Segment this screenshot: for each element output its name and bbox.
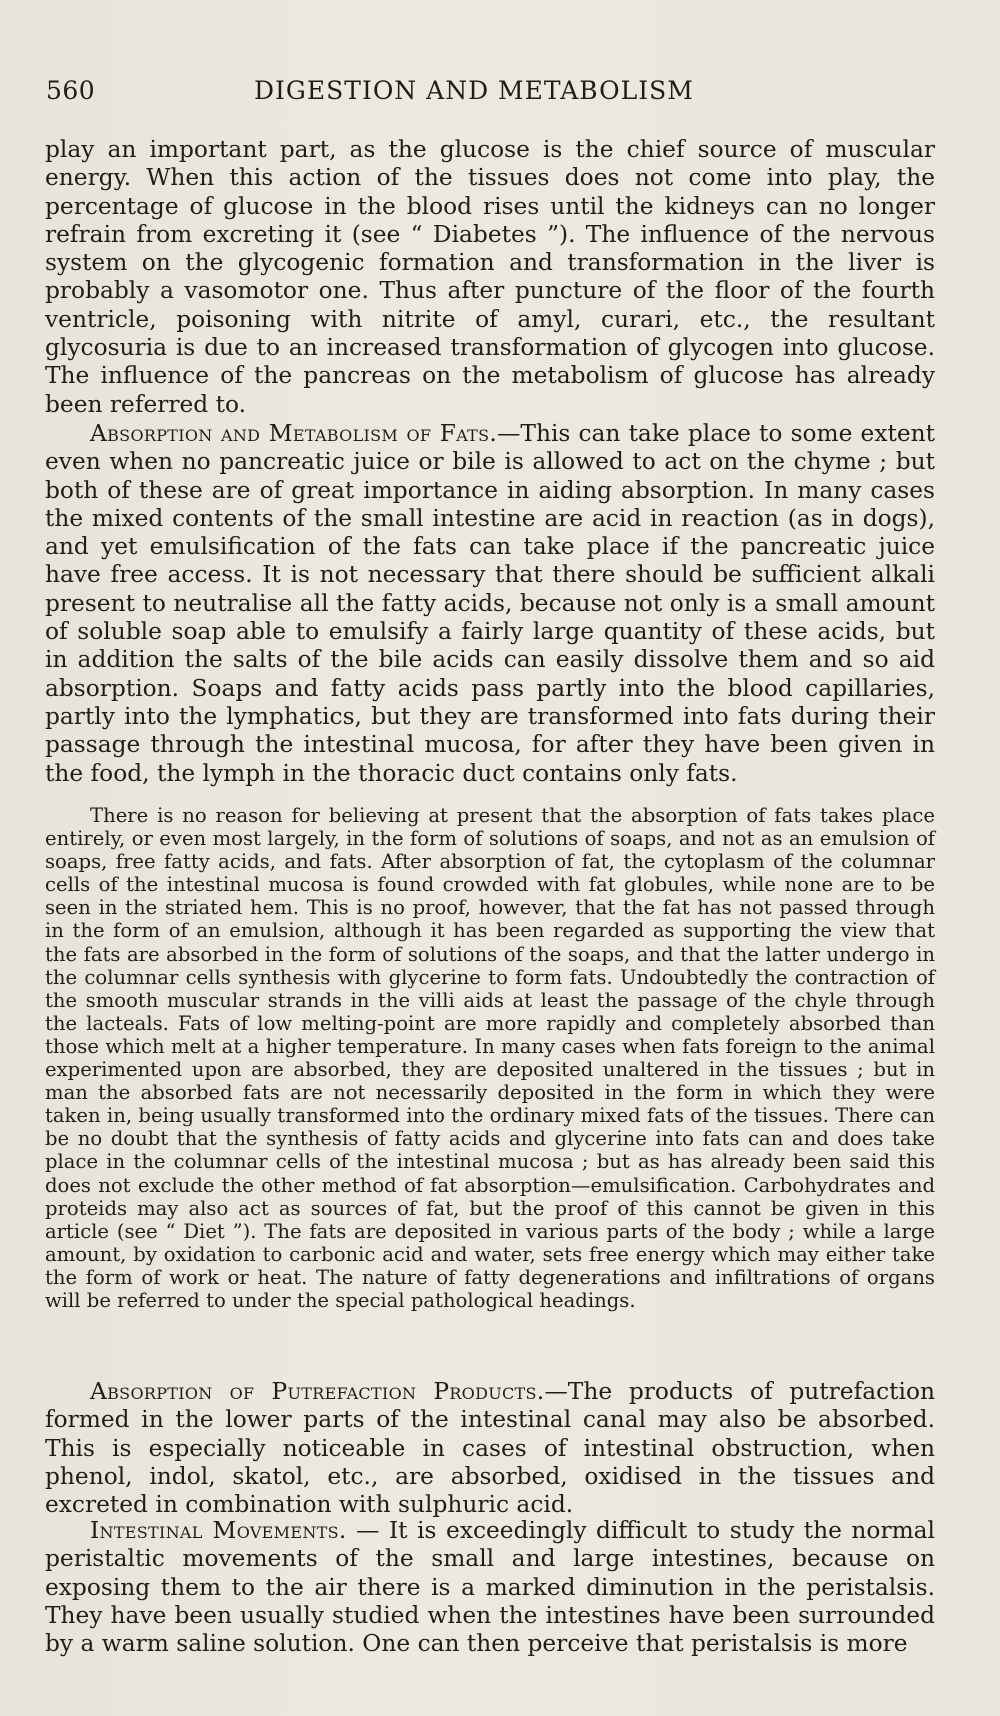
- section-heading-fats: Absorption and Metabolism of Fats.: [90, 420, 498, 447]
- running-title: DIGESTION AND METABOLISM: [254, 76, 694, 105]
- paragraph-text: —This can take place to some extent even when no pancreatic juice or bile is allowed to act on the chyme ; but both of these are of great importance in aiding absorption. In many cases the mixed contents of the small intestine are acid in reaction (as in dogs), and yet emulsification of the fats can take place if the pancreatic juice have free access. It is not necessary that there should be sufficient alkali present to neutralise all the fatty acids, because not only is a small amount of soluble soap able to emulsify a fairly large quantity of these acids, but in addition the salts of the bile acids can easily dissolve them and so aid absorption. Soaps and fatty acids pass partly into the blood capillaries, partly into the lymphatics, but they are transformed into fats during their passage through the intestinal mucosa, for after they have been given in the food, the lymph in the thoracic duct contains only fats.: [45, 420, 935, 787]
- paragraph-text: —The products of putrefaction formed in the lower parts of the intestinal canal may also be absorbed. This is especially noticeable in cases of intestinal obstruction, when phenol, indol, skatol, etc., are absorbed, oxidised in the tissues and excreted in combination with sulphuric acid.: [45, 1378, 935, 1519]
- paragraph-putrefaction-products: [45, 1378, 935, 1519]
- page-header: [46, 76, 936, 110]
- paragraph-body: [45, 1378, 935, 1519]
- paragraph-body: [45, 1517, 935, 1658]
- paragraph-text: play an important part, as the glucose is the chief source of muscular energy. When this action of the tissues does not come into play, the percentage of glucose in the blood rises until the kidneys can no longer refrain from excreting it (see “ Diabetes ”). The influence of the nervous system on the glycogenic formation and transformation in the liver is probably a vasomotor one. Thus after puncture of the floor of the fourth ventricle, poisoning with nitrite of amyl, curari, etc., the resultant glycosuria is due to an increased transformation of glycogen into glucose. The influence of the pancreas on the metabolism of glucose has already been referred to.: [45, 136, 935, 418]
- paragraph-text: There is no reason for believing at present that the absorption of fats takes place entirely, or even most largely, in the form of solutions of soaps, and not as an emulsion of soaps, free fatty acids, and fats. After absorption of fat, the cytoplasm of the columnar cells of the intestinal mucosa is found crowded with fat globules, while none are to be seen in the striated hem. This is no proof, however, that the fat has not passed through in the form of an emulsion, although it has been regarded as supporting the view that the fats are absorbed in the form of solutions of the soaps, and that the latter undergo in the columnar cells synthesis with glycerine to form fats. Undoubtedly the contraction of the smooth muscular strands in the villi aids at least the passage of the chyle through the lacteals. Fats of low melting-point are more rapidly and completely absorbed than those which melt at a higher temperature. In many cases when fats foreign to the animal experimented upon are absorbed, they are deposited unaltered in the tissues ; but in man the absorbed fats are not necessarily deposited in the form in which they were taken in, being usually transformed into the ordinary mixed fats of the tissues. There can be no doubt that the synthesis of fatty acids and glycerine into fats can and does take place in the columnar cells of the intestinal mucosa ; but as has already been said this does not exclude the other method of fat absorption—emulsification. Carbohydrates and proteids may also act as sources of fat, but the proof of this cannot be given in this article (see “ Diet ”). The fats are deposited in various parts of the body ; while a large amount, by oxidation to carbonic acid and water, sets free energy which may either take the form of work or heat. The nature of fatty degenerations and infiltrations of organs will be referred to under the special pathological headings.: [45, 804, 935, 1312]
- section-heading-putrefaction: Absorption of Putrefaction Products.: [90, 1378, 545, 1405]
- small-print-note-fats: [45, 804, 935, 1312]
- paragraph-glucose-continuation: [45, 136, 935, 419]
- paragraph-body: [45, 420, 935, 788]
- paragraph-text: — It is exceedingly difficult to study the normal peristaltic movements of the small and large intestines, because on exposing them to the air there is a marked diminution in the peristalsis. They have been usually studied when the intestines have been surrounded by a warm saline solution. One can then perceive that peristalsis is more: [45, 1517, 936, 1658]
- paragraph-intestinal-movements: [45, 1517, 935, 1658]
- page-number: 560: [46, 76, 96, 105]
- paragraph-absorption-of-fats: [45, 420, 935, 788]
- section-heading-intestinal-movements: Intestinal Movements.: [90, 1517, 347, 1544]
